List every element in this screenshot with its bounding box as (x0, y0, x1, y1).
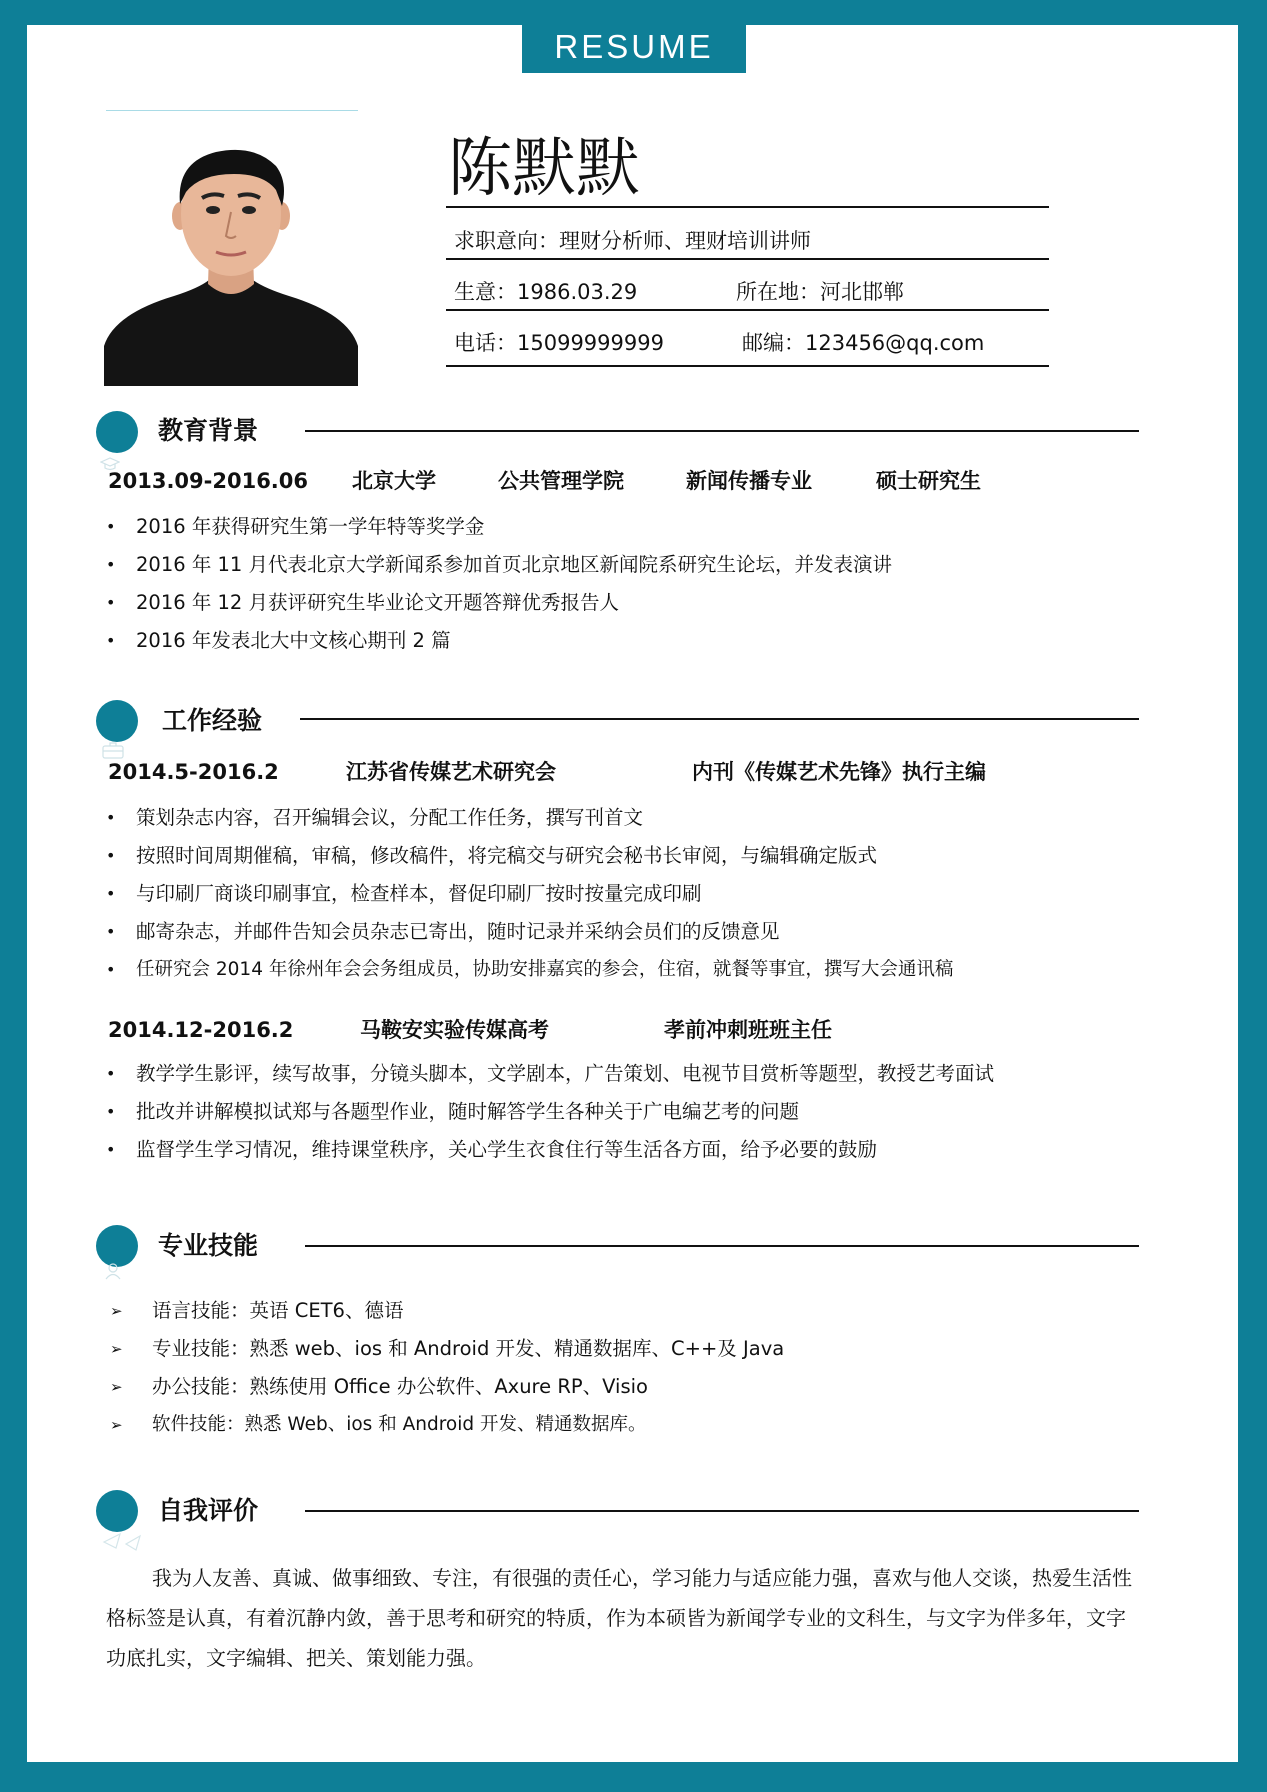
list-item: • 任研究会 2014 年徐州年会会务组成员，协助安排嘉宾的参会，住宿，就餐等事宜，撰写大会通讯稿 (106, 951, 953, 989)
list-item: • 监督学生学习情况，维持课堂秩序，关心学生衣食住行等生活各方面，给予必要的鼓励 (106, 1131, 994, 1169)
info-divider (446, 309, 1049, 311)
section-title-work: 工作经验 (162, 706, 263, 735)
work-org: 马鞍安实验传媒高考 (360, 1018, 549, 1042)
section-title-skills: 专业技能 (158, 1231, 259, 1260)
applicant-name: 陈默默 (448, 132, 640, 206)
work-role: 孝前冲刺班班主任 (664, 1018, 832, 1042)
list-item: • 与印刷厂商谈印刷事宜，检查样本，督促印刷厂按时按量完成印刷 (106, 875, 953, 913)
section-dot (96, 1225, 138, 1267)
work-list-2 (106, 1055, 994, 1169)
work-list-1 (106, 799, 953, 989)
section-dot (96, 1490, 138, 1532)
work-role: 内刊《传媒艺术先锋》执行主编 (692, 760, 986, 784)
location: 所在地：河北邯郸 (736, 280, 904, 304)
profile-photo (104, 146, 358, 386)
education-school: 北京大学 (352, 469, 436, 493)
education-major: 新闻传播专业 (686, 469, 812, 493)
list-item: • 批改并讲解模拟试郑与各题型作业，随时解答学生各种关于广电编艺考的问题 (106, 1093, 994, 1131)
info-divider (446, 365, 1049, 367)
education-college: 公共管理学院 (498, 469, 624, 493)
work-period: 2014.5-2016.2 (108, 760, 279, 784)
job-objective: 求职意向：理财分析师、理财培训讲师 (454, 229, 811, 253)
phone: 电话：15099999999 (454, 331, 664, 355)
education-period: 2013.09-2016.06 (108, 469, 309, 493)
list-item: ➢ 语言技能：英语 CET6、德语 (106, 1292, 784, 1330)
info-row-contact (454, 328, 1034, 358)
section-dot (96, 411, 138, 453)
resume-banner: RESUME (522, 20, 746, 73)
list-item: • 2016 年发表北大中文核心期刊 2 篇 (106, 622, 892, 660)
section-dot (96, 700, 138, 742)
info-divider (446, 206, 1049, 208)
list-item: • 邮寄杂志，并邮件告知会员杂志已寄出，随时记录并采纳会员们的反馈意见 (106, 913, 953, 951)
work-period: 2014.12-2016.2 (108, 1018, 294, 1042)
education-list (106, 508, 892, 660)
self-evaluation-text: 我为人友善、真诚、做事细致、专注，有很强的责任心，学习能力与适应能力强，喜欢与他人交谈，热爱生活性格标签是认真，有着沉静内敛，善于思考和研究的特质，作为本硕皆为新闻学专业的文科生，与文字为伴多年，文字功底扎实，文字编辑、把关、策划能力强。 (106, 1566, 1132, 1670)
list-item: ➢ 办公技能：熟练使用 Office 办公软件、Axure RP、Visio (106, 1368, 784, 1406)
list-item: • 2016 年获得研究生第一学年特等奖学金 (106, 508, 892, 546)
section-rule (305, 1510, 1139, 1512)
education-degree: 硕士研究生 (876, 469, 981, 493)
list-item: ➢ 专业技能：熟悉 web、ios 和 Android 开发、精通数据库、C++及 Java (106, 1330, 784, 1368)
section-title-education: 教育背景 (158, 416, 259, 445)
list-item: • 教学学生影评，续写故事，分镜头脚本，文学剧本，广告策划、电视节目赏析等题型，教授艺考面试 (106, 1055, 994, 1093)
section-title-self: 自我评价 (158, 1496, 259, 1525)
paper-plane-icon (102, 1530, 144, 1556)
section-rule (305, 430, 1139, 432)
list-item: • 按照时间周期催稿，审稿，修改稿件，将完稿交与研究会秘书长审阅，与编辑确定版式 (106, 837, 953, 875)
email: 邮编：123456@qq.com (742, 331, 985, 355)
info-divider (446, 258, 1049, 260)
section-rule (305, 1245, 1139, 1247)
work-org: 江苏省传媒艺术研究会 (346, 760, 556, 784)
skills-list (106, 1292, 784, 1444)
user-icon (104, 1262, 122, 1284)
list-item: • 策划杂志内容，召开编辑会议，分配工作任务，撰写刊首文 (106, 799, 953, 837)
list-item: ➢ 软件技能：熟悉 Web、ios 和 Android 开发、精通数据库。 (106, 1406, 784, 1444)
birth-date: 生意：1986.03.29 (454, 280, 638, 304)
list-item: • 2016 年 11 月代表北京大学新闻系参加首页北京地区新闻院系研究生论坛，并发表演讲 (106, 546, 892, 584)
section-rule (300, 718, 1139, 720)
decor-line (106, 110, 358, 111)
list-item: • 2016 年 12 月获评研究生毕业论文开题答辩优秀报告人 (106, 584, 892, 622)
info-row-birth (454, 277, 1034, 307)
